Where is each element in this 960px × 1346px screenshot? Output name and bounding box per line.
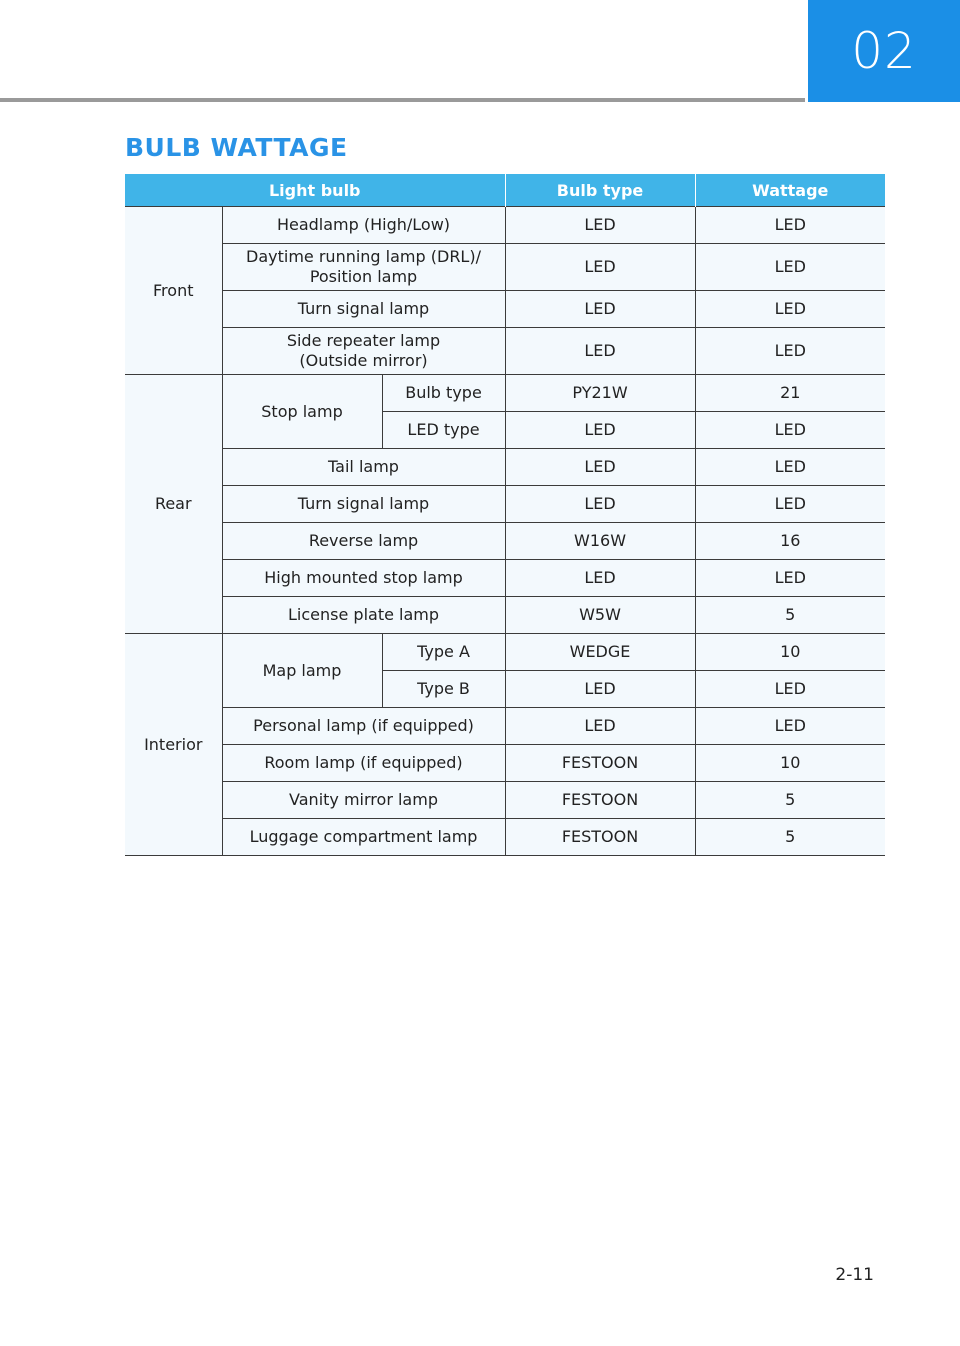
lamp-name: Luggage compartment lamp	[222, 819, 505, 856]
lamp-variant: Type B	[382, 671, 505, 708]
wattage-cell: LED	[695, 486, 885, 523]
lamp-name-line-1: Daytime running lamp (DRL)/	[246, 247, 481, 266]
lamp-name: Vanity mirror lamp	[222, 782, 505, 819]
table-row	[125, 782, 885, 819]
wattage-cell: LED	[695, 328, 885, 375]
lamp-name: Turn signal lamp	[222, 486, 505, 523]
bulb-type-cell: LED	[505, 207, 695, 244]
table-row	[125, 745, 885, 782]
wattage-cell: 5	[695, 597, 885, 634]
table-row	[125, 634, 885, 671]
group-front: Front	[125, 207, 222, 375]
wattage-cell: LED	[695, 449, 885, 486]
bulb-type-cell: LED	[505, 671, 695, 708]
lamp-variant: Type A	[382, 634, 505, 671]
lamp-name: License plate lamp	[222, 597, 505, 634]
lamp-name: Room lamp (if equipped)	[222, 745, 505, 782]
bulb-type-cell: WEDGE	[505, 634, 695, 671]
wattage-cell: LED	[695, 412, 885, 449]
table-row	[125, 819, 885, 856]
section-title: BULB WATTAGE	[125, 133, 348, 162]
table-row	[125, 328, 885, 375]
lamp-name: Turn signal lamp	[222, 291, 505, 328]
lamp-name: High mounted stop lamp	[222, 560, 505, 597]
wattage-cell: LED	[695, 671, 885, 708]
table-row	[125, 560, 885, 597]
table-row	[125, 708, 885, 745]
bulb-type-cell: PY21W	[505, 375, 695, 412]
wattage-cell: 5	[695, 782, 885, 819]
header-bulb-type: Bulb type	[505, 174, 695, 207]
lamp-variant: LED type	[382, 412, 505, 449]
lamp-name: Headlamp (High/Low)	[222, 207, 505, 244]
table-row	[125, 375, 885, 412]
lamp-name: Personal lamp (if equipped)	[222, 708, 505, 745]
bulb-type-cell: W16W	[505, 523, 695, 560]
lamp-name: Map lamp	[222, 634, 382, 708]
wattage-cell: LED	[695, 708, 885, 745]
header-light-bulb: Light bulb	[125, 174, 505, 207]
bulb-type-cell: LED	[505, 708, 695, 745]
lamp-name: Stop lamp	[222, 375, 382, 449]
bulb-type-cell: FESTOON	[505, 782, 695, 819]
bulb-type-cell: LED	[505, 291, 695, 328]
header-rule	[0, 98, 805, 102]
lamp-name-line-1: Side repeater lamp	[286, 331, 441, 350]
lamp-name	[222, 328, 505, 375]
bulb-type-cell: W5W	[505, 597, 695, 634]
wattage-cell: LED	[695, 560, 885, 597]
table-row	[125, 291, 885, 328]
lamp-name-line-2: Position lamp	[309, 267, 418, 286]
wattage-cell: 16	[695, 523, 885, 560]
lamp-name	[222, 244, 505, 291]
bulb-type-cell: LED	[505, 412, 695, 449]
chapter-tab: 02	[808, 0, 960, 102]
wattage-cell: 5	[695, 819, 885, 856]
bulb-type-cell: LED	[505, 328, 695, 375]
bulb-type-cell: FESTOON	[505, 745, 695, 782]
table-row	[125, 486, 885, 523]
table-row	[125, 207, 885, 244]
wattage-cell: 10	[695, 745, 885, 782]
lamp-name: Reverse lamp	[222, 523, 505, 560]
bulb-wattage-table	[125, 174, 885, 856]
bulb-type-cell: LED	[505, 486, 695, 523]
table-row	[125, 244, 885, 291]
lamp-name: Tail lamp	[222, 449, 505, 486]
lamp-name-line-2: (Outside mirror)	[299, 351, 428, 370]
bulb-type-cell: LED	[505, 560, 695, 597]
bulb-type-cell: LED	[505, 244, 695, 291]
wattage-cell: LED	[695, 291, 885, 328]
wattage-cell: 10	[695, 634, 885, 671]
table-header-row	[125, 174, 885, 207]
bulb-type-cell: LED	[505, 449, 695, 486]
group-rear: Rear	[125, 375, 222, 634]
table-row	[125, 523, 885, 560]
table-row	[125, 449, 885, 486]
table-row	[125, 597, 885, 634]
wattage-cell: LED	[695, 207, 885, 244]
group-interior: Interior	[125, 634, 222, 856]
header-wattage: Wattage	[695, 174, 885, 207]
wattage-cell: 21	[695, 375, 885, 412]
page-number: 2-11	[835, 1265, 874, 1285]
wattage-cell: LED	[695, 244, 885, 291]
lamp-variant: Bulb type	[382, 375, 505, 412]
bulb-type-cell: FESTOON	[505, 819, 695, 856]
